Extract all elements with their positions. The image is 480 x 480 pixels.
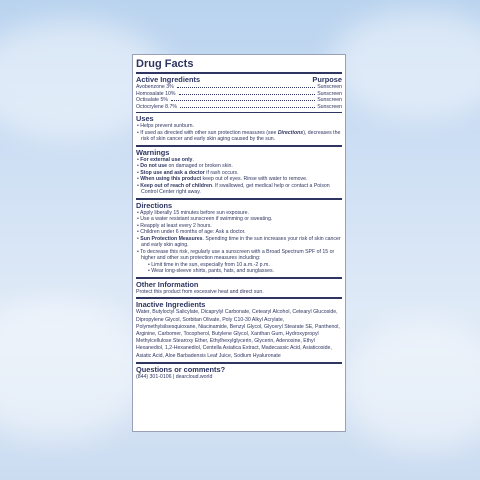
dot-leader [179, 94, 316, 95]
other-heading: Other Information [136, 279, 199, 289]
warning-item: • For external use only. [137, 156, 194, 163]
active-ingredients-section [136, 74, 342, 113]
uses-bullet: • If used as directed with other sun protection measures (see Directions), decreases the risk of skin cancer and early skin aging caused by the sun. [137, 129, 341, 143]
ingredient-name: Avobenzone 3% [136, 84, 174, 90]
active-heading-row [136, 75, 342, 84]
direction-item: • Children under 6 months of age: Ask a doctor. [137, 229, 246, 236]
warning-item: • Do not use on damaged or broken skin. [137, 163, 233, 170]
direction-item: • Reapply at least every 2 hours. [137, 222, 212, 229]
ingredient-row [136, 91, 342, 98]
questions-section [136, 364, 342, 383]
ingredient-name: Octocrylene 8.7% [136, 103, 177, 110]
direction-item: • To decrease this risk, regularly use a sunscreen with a Broad Spectrum SPF of 15 or higher and other sun protection measures including: [137, 248, 335, 262]
questions-heading: Questions or comments? [136, 364, 226, 374]
direction-item: • Apply liberally 15 minutes before sun exposure. [137, 209, 249, 216]
warning-item: • Stop use and ask a doctor if rash occurs. [137, 169, 239, 176]
directions-heading: Directions [136, 200, 173, 210]
purpose-heading: Purpose [312, 75, 342, 84]
ingredient-name: Octisalate 5% [136, 97, 169, 104]
inactive-text: Water, Butyloctyl Salicylate, Dicaprylyl Carbonate, Cetearyl Alcohol, Cetearyl Glucoside, Dipropylene Glycol, Sorbitan Olivate, Poly C10-30 Alkyl Acrylate, Polymethylsilsesquioxane, Niacinamide, Benzyl Glycol, Glyceryl Stearate SE, Panthenol, Arginine, Carbomer, Tocopherol, Butylene Glycol, Xanthan Gum, Hydroxypropyl Methylcellulose Stearoxy Ether, Ethylhexylglycerin, Glycerin, Adenosine, Ethyl Hexanediol, 1,2-Hexanediol, Centella Asiatica Extract, Madecassic Acid, Asiaticoside, Asiatic Acid, Aloe Barbadensis Leaf Juice, Sodium Hyaluronate [136, 309, 340, 359]
dot-leader [171, 100, 315, 101]
ingredient-purpose: Sunscreen [317, 103, 342, 110]
direction-item: • Sun Protection Measures. Spending time in the sun increases your risk of skin cancer and early skin aging. [137, 235, 341, 249]
inactive-heading: Inactive Ingredients [136, 300, 206, 310]
ingredient-purpose: Sunscreen [317, 84, 342, 90]
uses-bullet: • Helps prevent sunburn. [137, 123, 194, 130]
uses-heading: Uses [136, 114, 154, 124]
questions-contact: (844) 301-0106 | dearcloud.world [136, 373, 213, 380]
uses-section [136, 113, 342, 147]
warning-item: • Keep out of reach of children. If swallowed, get medical help or contact a Poison Control Center right away. [137, 182, 330, 196]
ingredient-row [136, 104, 342, 111]
other-information-section [136, 279, 342, 300]
background-cloud [0, 300, 150, 440]
inactive-ingredients-section [136, 299, 342, 363]
dot-leader [180, 107, 315, 108]
direction-subitem: • Wear long-sleeve shirts, pants, hats, and sunglasses. [148, 268, 275, 275]
ingredient-purpose: Sunscreen [317, 90, 342, 97]
panel-title: Drug Facts [136, 57, 342, 74]
active-heading: Active Ingredients [136, 75, 201, 84]
drug-facts-panel [132, 54, 346, 432]
ingredient-name: Homosalate 10% [136, 90, 176, 97]
direction-item: • Use a water resistant sunscreen if swimming or sweating. [137, 216, 273, 223]
ingredient-purpose: Sunscreen [317, 97, 342, 104]
dot-leader [177, 87, 315, 88]
background-cloud [330, 10, 480, 120]
other-text: Protect this product from excessive heat and direct sun. [136, 288, 264, 295]
ingredient-row [136, 84, 342, 91]
ingredient-row [136, 97, 342, 104]
warnings-section [136, 147, 342, 200]
directions-section [136, 200, 342, 279]
direction-subitem: • Limit time in the sun, especially from 10 a.m.-2 p.m. [148, 261, 270, 268]
warnings-heading: Warnings [136, 147, 170, 157]
background-cloud [340, 320, 480, 450]
warning-item: • When using this product keep out of eyes. Rinse with water to remove. [137, 176, 308, 183]
